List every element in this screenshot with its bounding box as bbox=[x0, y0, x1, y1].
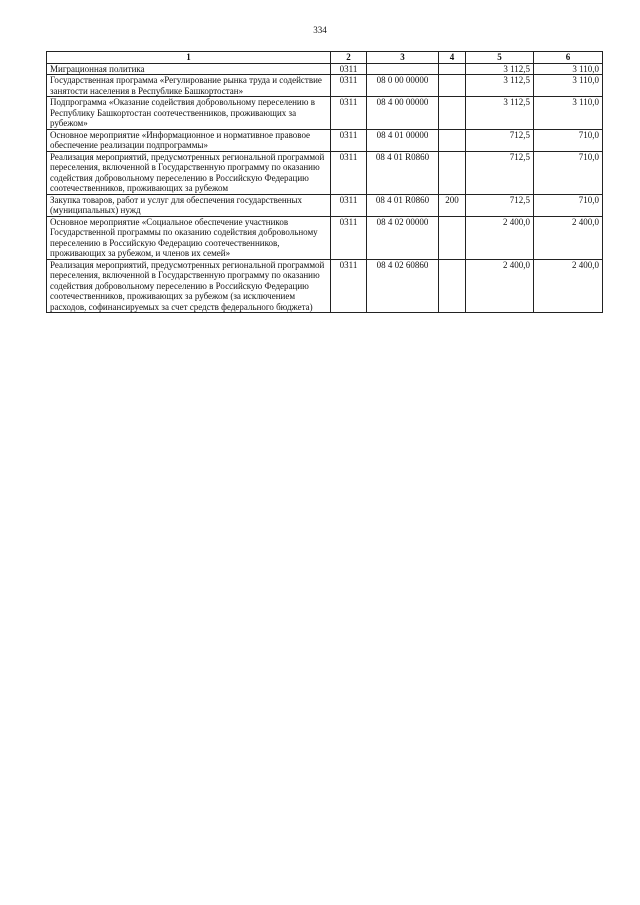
table-header-row bbox=[47, 52, 603, 64]
amount-col-5: 2 400,0 bbox=[466, 259, 534, 313]
expense-type-code bbox=[439, 129, 466, 151]
row-name: Реализация мероприятий, предусмотренных региональной программой переселения, включенной в Государственную программу по оказанию содействия добровольному переселению в Российскую Федерацию соотечественников, проживающих за рубежом (за исключением расходов, софинансируемых за счет средств федерального бюджета) bbox=[47, 259, 331, 313]
row-name: Основное мероприятие «Информационное и нормативное правовое обеспечение реализации подпрограммы» bbox=[47, 129, 331, 151]
column-header: 1 bbox=[47, 52, 331, 64]
table-row bbox=[47, 259, 603, 313]
amount-col-5: 712,5 bbox=[466, 194, 534, 216]
page-number: 334 bbox=[313, 25, 327, 35]
amount-col-6: 710,0 bbox=[534, 194, 603, 216]
amount-col-5: 3 112,5 bbox=[466, 97, 534, 130]
table-row bbox=[47, 97, 603, 130]
row-name: Миграционная политика bbox=[47, 63, 331, 75]
row-name: Реализация мероприятий, предусмотренных региональной программой переселения, включенной в Государственную программу по оказанию содействия добровольному переселению в Российскую Федерацию соотечественников, проживающих за рубежом bbox=[47, 151, 331, 194]
expense-type-code bbox=[439, 151, 466, 194]
amount-col-5: 2 400,0 bbox=[466, 216, 534, 259]
expense-type-code bbox=[439, 75, 466, 97]
amount-col-5: 3 112,5 bbox=[466, 75, 534, 97]
expense-type-code bbox=[439, 216, 466, 259]
table-row bbox=[47, 194, 603, 216]
amount-col-6: 710,0 bbox=[534, 129, 603, 151]
column-header: 3 bbox=[367, 52, 439, 64]
amount-col-5: 3 112,5 bbox=[466, 63, 534, 75]
target-article-code: 08 4 02 60860 bbox=[367, 259, 439, 313]
amount-col-6: 710,0 bbox=[534, 151, 603, 194]
row-name: Государственная программа «Регулирование рынка труда и содействие занятости населения в Республике Башкортостан» bbox=[47, 75, 331, 97]
column-header: 5 bbox=[466, 52, 534, 64]
section-code: 0311 bbox=[331, 194, 367, 216]
amount-col-5: 712,5 bbox=[466, 151, 534, 194]
section-code: 0311 bbox=[331, 75, 367, 97]
row-name: Основное мероприятие «Социальное обеспечение участников Государственной программы по оказанию содействия добровольному переселению в Российскую Федерацию соотечественников, проживающих за рубежом, и членов их семей» bbox=[47, 216, 331, 259]
table-row bbox=[47, 151, 603, 194]
target-article-code: 08 4 01 R0860 bbox=[367, 151, 439, 194]
section-code: 0311 bbox=[331, 63, 367, 75]
section-code: 0311 bbox=[331, 259, 367, 313]
column-header: 4 bbox=[439, 52, 466, 64]
target-article-code: 08 4 02 00000 bbox=[367, 216, 439, 259]
table-row bbox=[47, 216, 603, 259]
amount-col-6: 2 400,0 bbox=[534, 216, 603, 259]
section-code: 0311 bbox=[331, 151, 367, 194]
target-article-code: 08 4 01 00000 bbox=[367, 129, 439, 151]
amount-col-6: 3 110,0 bbox=[534, 97, 603, 130]
target-article-code: 08 4 00 00000 bbox=[367, 97, 439, 130]
amount-col-5: 712,5 bbox=[466, 129, 534, 151]
column-header: 6 bbox=[534, 52, 603, 64]
row-name: Подпрограмма «Оказание содействия добровольному переселению в Республику Башкортостан соотечественников, проживающих за рубежом» bbox=[47, 97, 331, 130]
target-article-code bbox=[367, 63, 439, 75]
table-row bbox=[47, 129, 603, 151]
expense-type-code: 200 bbox=[439, 194, 466, 216]
section-code: 0311 bbox=[331, 216, 367, 259]
target-article-code: 08 4 01 R0860 bbox=[367, 194, 439, 216]
amount-col-6: 3 110,0 bbox=[534, 63, 603, 75]
expense-type-code bbox=[439, 63, 466, 75]
amount-col-6: 2 400,0 bbox=[534, 259, 603, 313]
amount-col-6: 3 110,0 bbox=[534, 75, 603, 97]
expense-type-code bbox=[439, 97, 466, 130]
table-row bbox=[47, 75, 603, 97]
section-code: 0311 bbox=[331, 129, 367, 151]
expense-type-code bbox=[439, 259, 466, 313]
column-header: 2 bbox=[331, 52, 367, 64]
budget-table bbox=[46, 51, 603, 313]
row-name: Закупка товаров, работ и услуг для обеспечения государственных (муниципальных) нужд bbox=[47, 194, 331, 216]
table-row bbox=[47, 63, 603, 75]
section-code: 0311 bbox=[331, 97, 367, 130]
target-article-code: 08 0 00 00000 bbox=[367, 75, 439, 97]
